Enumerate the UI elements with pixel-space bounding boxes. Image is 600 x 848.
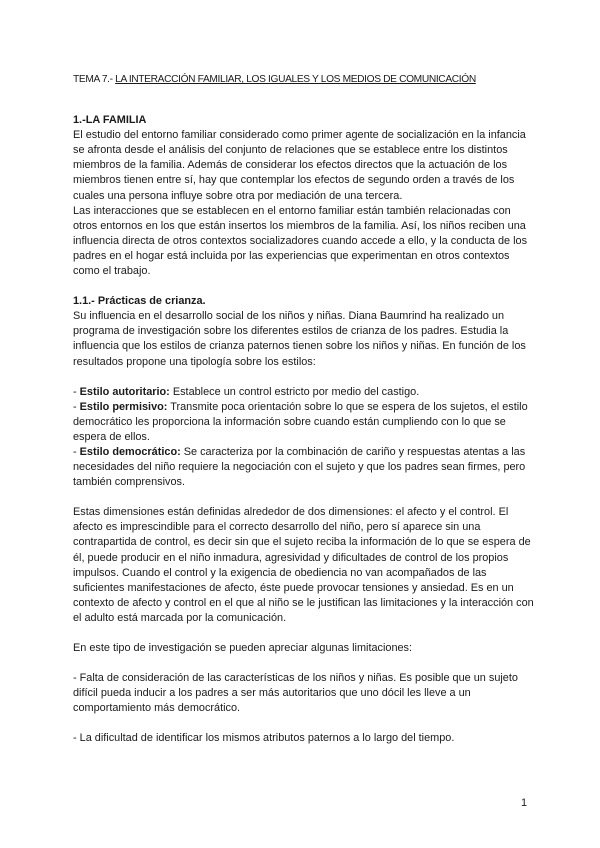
document-title	[73, 72, 535, 87]
term-estilo-democratico: Estilo democrático:	[79, 445, 181, 458]
title-prefix: TEMA 7.-	[73, 74, 116, 85]
paragraph-limitaciones-intro: En este tipo de investigación se pueden apreciar algunas limitaciones:	[73, 642, 413, 654]
section-heading-practicas-crianza: 1.1.- Prácticas de crianza.	[73, 295, 206, 308]
term-estilo-autoritario: Estilo autoritario:	[79, 385, 170, 398]
term-estilo-permisivo: Estilo permisivo:	[79, 400, 168, 413]
title-main: LA INTERACCIÓN FAMILIAR, LOS IGUALES Y LOS MEDIOS DE COMUNICACIÓN	[115, 74, 476, 85]
paragraph-limitacion-1: - Falta de consideración de las características de los niños y niñas. Es posible que un sujeto difícil pueda inducir a los padres a ser más autoritarios que uno dócil les lleve a un comportamiento más democrático.	[73, 672, 518, 715]
paragraph-dimensiones: Estas dimensiones están definidas alrededor de dos dimensiones: el afecto y el control. El afecto es imprescindible para el correcto desarrollo del niño, pero sí aparece sin una contrapartida de control, es decir sin que el sujeto reciba la información de lo que se espera de él, puede producir en el niño inmadura, agresividad y dificultades de control de los propios impulsos. Cuando el control y la exigencia de obediencia no van acompañados de las suficientes manifestaciones de afecto, éste puede provocar tensiones y ansiedad. Es en un contexto de afecto y control en el que al niño se le justifican las limitaciones y la interacción con el adulto está marcada por la comunicación.	[73, 506, 534, 624]
paragraph-crianza-intro: Su influencia en el desarrollo social de los niños y niñas. Diana Baumrind ha realizado un programa de investigación sobre los diferentes estilos de crianza de los padres. Estudia la influencia que los estilos de crianza paternos tienen sobre los niños y niñas. En función de los resultados propone una tipología sobre los estilos:	[73, 310, 526, 368]
paragraph-familia-2: Las interacciones que se establecen en el entorno familiar están también relacionadas con otros entornos en los que están insertos los miembros de la familia. Así, los niños reciben una influencia directa de otros contextos socializadores cuando accede a ello, y la conducta de los padres en el hogar está incluida por las experiencias que experimentan en otros contextos como el trabajo.	[73, 204, 528, 278]
document-page	[73, 72, 535, 746]
paragraph-limitacion-2: - La dificultad de identificar los mismos atributos paternos a lo largo del tiempo.	[73, 732, 455, 745]
list-item-estilo-autoritario: - Estilo autoritario: Establece un control estricto por medio del castigo.	[73, 385, 420, 398]
paragraph-familia-1: El estudio del entorno familiar considerado como primer agente de socialización en la infancia se afronta desde el análisis del conjunto de relaciones que se establece entre los distintos miembros de la familia. Además de considerar los efectos directos que la actuación de los miembros tienen entre sí, hay que contemplar los efectos de segundo orden a través de los cuales una persona influye sobre otra por mediación de una tercera.	[73, 129, 526, 202]
section-heading-familia: 1.-LA FAMILIA	[73, 114, 147, 127]
list-item-estilo-permisivo: - Estilo permisivo: Transmite poca orientación sobre lo que se espera de los sujetos, el estilo democrático les proporciona la información sobre cuando están cumpliendo con lo que se espera de ellos.	[73, 400, 528, 443]
list-item-estilo-democratico: - Estilo democrático: Se caracteriza por la combinación de cariño y respuestas atentas a las necesidades del niño requiere la negociación con el sujeto y que los padres sean firmes, pero también comprensivos.	[73, 445, 526, 489]
page-number: 1	[520, 797, 527, 809]
